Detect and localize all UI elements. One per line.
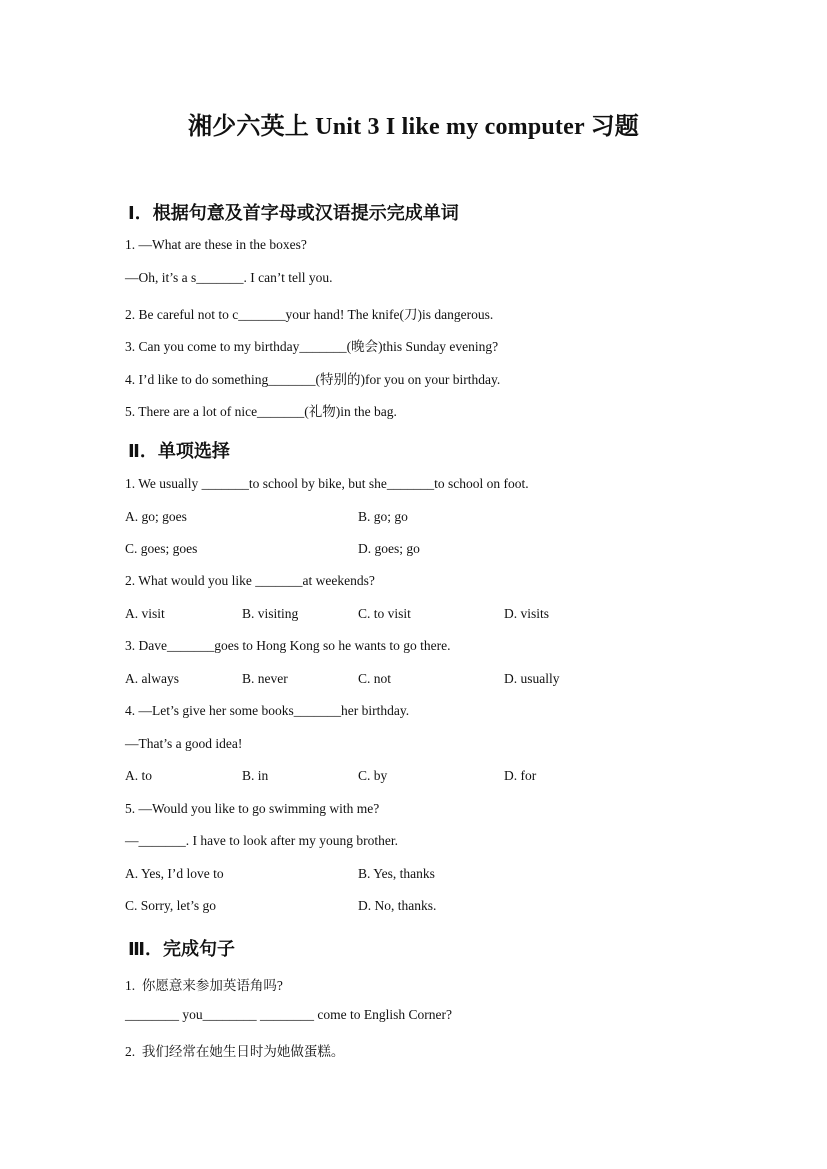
section-1-line: 3. Can you come to my birthday_______(晚会)this Sunday evening?: [125, 339, 499, 354]
question-4-text: 4. —Let’s give her some books_______her birthday.: [125, 703, 410, 718]
question-1-text: 1. We usually _______to school by bike, but she_______to school on foot.: [125, 476, 529, 491]
question-5-option-b: B. Yes, thanks: [358, 866, 435, 881]
section-3-line: 2. 我们经常在她生日时为她做蛋糕。: [125, 1044, 345, 1059]
section-3-heading: Ⅲ．完成句子: [128, 939, 236, 960]
question-4-option-a: A. to: [125, 768, 152, 783]
question-5-option-d: D. No, thanks.: [358, 898, 437, 913]
question-2-text: 2. What would you like _______at weekends?: [125, 573, 375, 588]
question-3-option-b: B. never: [242, 671, 288, 686]
question-3-text: 3. Dave_______goes to Hong Kong so he wants to go there.: [125, 638, 451, 653]
section-3-line: ________ you________ ________ come to English Corner?: [125, 1007, 452, 1022]
page-title: 湘少六英上 Unit 3 I like my computer 习题: [187, 114, 639, 140]
section-1-line: 1. —What are these in the boxes?: [125, 237, 307, 252]
question-5-text: 5. —Would you like to go swimming with me?: [125, 801, 380, 816]
question-4-option-b: B. in: [242, 768, 269, 783]
section-1-line: —Oh, it’s a s_______. I can’t tell you.: [125, 270, 333, 285]
question-1-option-b: B. go; go: [358, 509, 408, 524]
question-2-option-d: D. visits: [504, 606, 550, 621]
question-4-option-d: D. for: [504, 768, 537, 783]
question-1-option-c: C. goes; goes: [125, 541, 198, 556]
question-2-option-a: A. visit: [125, 606, 165, 621]
question-4-reply: —That’s a good idea!: [125, 736, 243, 751]
question-5-reply: —_______. I have to look after my young brother.: [125, 833, 398, 848]
section-1-heading: Ⅰ．根据句意及首字母或汉语提示完成单词: [128, 203, 459, 224]
question-3-option-c: C. not: [358, 671, 392, 686]
section-2-heading: Ⅱ．单项选择: [128, 441, 230, 462]
question-3-option-d: D. usually: [504, 671, 560, 686]
section-1-line: 4. I’d like to do something_______(特别的)for you on your birthday.: [125, 372, 501, 387]
question-3-option-a: A. always: [125, 671, 179, 686]
section-3-line: 1. 你愿意来参加英语角吗?: [125, 978, 283, 993]
question-1-option-d: D. goes; go: [358, 541, 420, 556]
question-2-option-b: B. visiting: [242, 606, 299, 621]
question-5-option-a: A. Yes, I’d love to: [125, 866, 224, 881]
question-2-option-c: C. to visit: [358, 606, 411, 621]
section-1-line: 5. There are a lot of nice_______(礼物)in the bag.: [125, 404, 397, 419]
question-1-option-a: A. go; goes: [125, 509, 187, 524]
question-5-option-c: C. Sorry, let’s go: [125, 898, 216, 913]
question-4-option-c: C. by: [358, 768, 388, 783]
section-1-line: 2. Be careful not to c_______your hand! The knife(刀)is dangerous.: [125, 307, 494, 322]
